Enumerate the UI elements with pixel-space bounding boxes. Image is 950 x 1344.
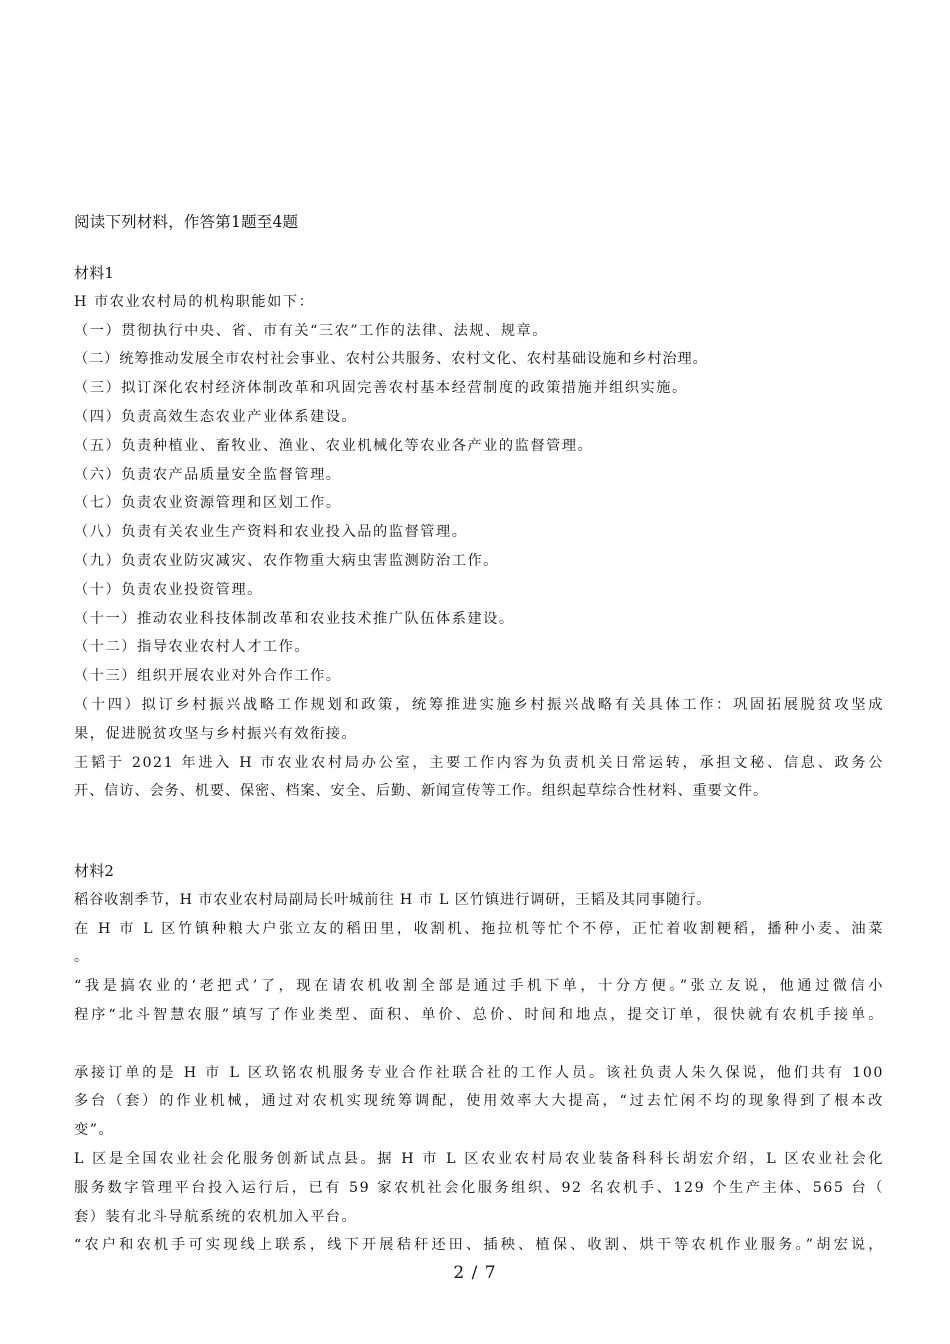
paragraph-line: 套）装有北斗导航系统的农机加入平台。 xyxy=(74,1208,358,1225)
material-1-title: 材料1 xyxy=(74,264,115,282)
paragraph-line: （九）负责农业防灾减灾、农作物重大病虫害监测防治工作。 xyxy=(74,552,499,569)
paragraph-line: 在 H 市 L 区竹镇种粮大户张立友的稻田里，收割机、拖拉机等忙个不停，正忙着收割粳稻，播种小麦、油菜 xyxy=(74,920,884,937)
paragraph-line: 服务数字管理平台投入运行后，已有 59 家农机社会化服务组织、92 名农机手、129 个生产主体、565 台（ xyxy=(74,1179,884,1196)
paragraph-line: 稻谷收割季节，H 市农业农村局副局长叶城前往 H 市 L 区竹镇进行调研，王韬及其同事随行。 xyxy=(74,891,712,908)
paragraph-line: （五）负责种植业、畜牧业、渔业、农业机械化等农业各产业的监督管理。 xyxy=(74,437,594,454)
paragraph-line: （一）贯彻执行中央、省、市有关“三农”工作的法律、法规、规章。 xyxy=(74,322,548,339)
paragraph-line: （十四）拟订乡村振兴战略工作规划和政策，统筹推进实施乡村振兴战略有关具体工作：巩固拓展脱贫攻坚成 xyxy=(74,696,884,713)
paragraph-line: H 市农业农村局的机构职能如下： xyxy=(74,293,315,310)
paragraph-line: （八）负责有关农业生产资料和农业投入品的监督管理。 xyxy=(74,524,468,541)
paragraph-line: （十二）指导农业农村人才工作。 xyxy=(74,639,311,656)
paragraph-line: （四）负责高效生态农业产业体系建设。 xyxy=(74,408,358,425)
material-2-title: 材料2 xyxy=(74,862,115,880)
intro-instruction: 阅读下列材料，作答第1题至4题 xyxy=(74,213,299,231)
paragraph-line: （七）负责农业资源管理和区划工作。 xyxy=(74,495,342,512)
paragraph-line: 开、信访、会务、机要、保密、档案、安全、后勤、新闻宣传等工作。组织起草综合性材料、重要文件。 xyxy=(74,783,769,800)
paragraph-line: （十三）组织开展农业对外合作工作。 xyxy=(74,668,342,685)
paragraph-line: （十一）推动农业科技体制改革和农业技术推广队伍体系建设。 xyxy=(74,610,515,627)
paragraph-line: （三）拟订深化农村经济体制改革和巩固完善农村基本经营制度的政策措施并组织实施。 xyxy=(74,380,688,397)
paragraph-line: 程序“北斗智慧农服”填写了作业类型、面积、单价、总价、时间和地点，提交订单，很快就有农机手接单。 xyxy=(74,1006,884,1023)
material-1-section xyxy=(74,259,884,806)
paragraph-line: 。 xyxy=(74,949,90,966)
paragraph-gap xyxy=(74,1030,884,1059)
paragraph-line: 承接订单的是 H 市 L 区玖铭农机服务专业合作社联合社的工作人员。该社负责人朱久保说，他们共有 100 xyxy=(74,1064,884,1081)
page-indicator: 2 / 7 xyxy=(453,1263,497,1283)
paragraph-line: “我是搞农业的‘老把式’了，现在请农机收割全部是通过手机下单，十分方便。”张立友说，他通过微信小 xyxy=(74,978,884,995)
paragraph-line: “农户和农机手可实现线上联系，线下开展秸秆还田、插秧、植保、收割、烘干等农机作业服务。”胡宏说， xyxy=(74,1237,884,1254)
paragraph-line: 果，促进脱贫攻坚与乡村振兴有效衔接。 xyxy=(74,725,358,742)
paragraph-line: （十）负责农业投资管理。 xyxy=(74,581,263,598)
paragraph-line: L 区是全国农业社会化服务创新试点县。据 H 市 L 区农业农村局农业装备科科长胡宏介绍，L 区农业社会化 xyxy=(74,1150,884,1167)
paragraph-line: 王韬于 2021 年进入 H 市农业农村局办公室，主要工作内容为负责机关日常运转，承担文秘、信息、政务公 xyxy=(74,754,884,771)
paragraph-line: （二）统筹推动发展全市农村社会事业、农村公共服务、农村文化、农村基础设施和乡村治理。 xyxy=(74,351,708,368)
paragraph-line: 变”。 xyxy=(74,1122,115,1139)
paragraph-line: 多台（套）的作业机械，通过对农机实现统筹调配，使用效率大大提高，“过去忙闲不均的现象得到了根本改 xyxy=(74,1093,884,1110)
material-2-section xyxy=(74,857,884,1260)
paragraph-line: （六）负责农产品质量安全监督管理。 xyxy=(74,466,342,483)
